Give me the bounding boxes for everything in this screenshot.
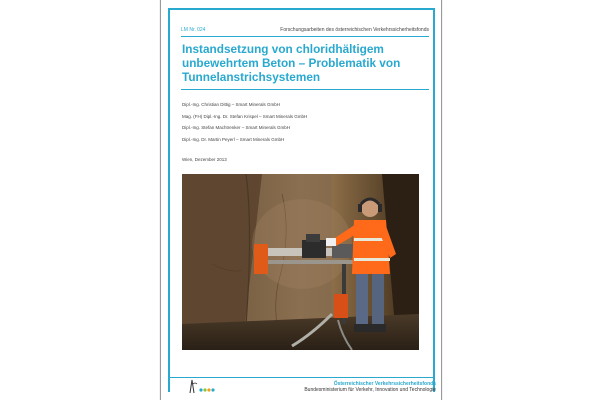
header-rule	[181, 36, 429, 37]
report-title	[182, 42, 428, 84]
author-entry: Dipl.-Ing. Stefan Machtrenker – Smart Minerals GmbH	[182, 125, 291, 130]
author-entry: Mag. (FH) Dipl.-Ing. Dr. Stefan Krispel – Smart Minerals GmbH	[182, 113, 308, 119]
series-title: Forschungsarbeiten des österreichischen Verkehrssicherheitsfonds	[280, 27, 429, 33]
title-line: unbewehrtem Beton – Problematik von	[182, 56, 401, 70]
cover-photo	[182, 174, 419, 350]
report-number: LM Nr. 024	[181, 27, 206, 33]
report-cover-page	[160, 0, 442, 400]
title-line: Tunnelanstrichsystemen	[182, 70, 321, 84]
author-entry: Dipl.-Ing. Dr. Martin Peyerl – Smart Minerals GmbH	[182, 136, 285, 142]
ministry-name: Bundesministerium für Verkehr, Innovation und Technologie	[304, 387, 436, 393]
cover-footer	[304, 381, 436, 393]
fund-logo-icon	[187, 378, 217, 394]
title-line: Instandsetzung von chloridhältigem	[182, 42, 384, 56]
title-rule	[181, 89, 429, 90]
publication-date: Wien, Dezember 2013	[182, 157, 227, 162]
author-list	[182, 102, 428, 148]
author-entry: Dipl.-Ing. Christian Dittig – Smart Minerals GmbH	[182, 102, 281, 107]
organization-name: Österreichischer Verkehrssicherheitsfonds	[333, 381, 436, 387]
